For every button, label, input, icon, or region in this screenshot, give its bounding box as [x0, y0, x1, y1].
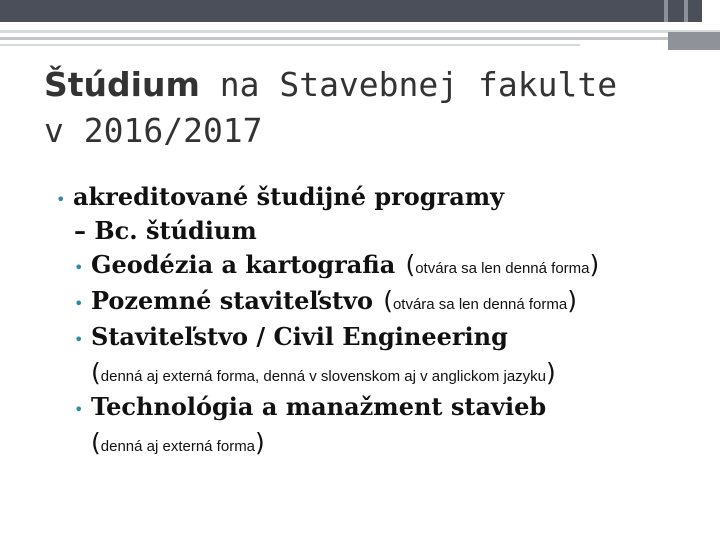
title-bold-word: Štúdium: [44, 65, 200, 104]
program-note: otvára sa len denná forma: [415, 260, 590, 277]
bullet-icon: •: [74, 400, 84, 419]
main-bullet-text: akreditované študijné programy: [73, 182, 505, 211]
header-line: [0, 44, 580, 46]
program-note-line: (denná aj externá forma, denná v slovenskom aj v anglickom jazyku): [91, 358, 556, 387]
title-year: v 2016/2017: [44, 111, 263, 150]
program-note: denná aj externá forma: [100, 438, 256, 455]
program-name: Geodézia a kartografia: [91, 250, 396, 279]
slide-title: [44, 62, 684, 154]
program-note: otvára sa len denná forma: [392, 296, 568, 313]
header-line: [0, 30, 720, 33]
program-item: Pozemné staviteľstvo (otvára sa len denná forma): [91, 286, 577, 315]
program-name: Staviteľstvo / Civil Engineering: [91, 322, 508, 351]
program-note: denná aj externá forma, denná v slovenskom aj v anglickom jazyku: [100, 368, 546, 385]
sub-heading: – Bc. štúdium: [74, 216, 257, 245]
header-bar: [0, 0, 702, 22]
bullet-icon: •: [74, 294, 84, 313]
header-corner-block: [668, 32, 720, 50]
bullet-icon: •: [74, 258, 84, 277]
bullet-icon: •: [56, 190, 66, 209]
header-line: [0, 37, 668, 40]
header-stripe: [684, 0, 688, 22]
program-note-line: (denná aj externá forma): [91, 428, 265, 457]
top-decorative-band: [0, 0, 720, 54]
title-rest: na Stavebnej fakulte: [199, 65, 618, 104]
program-name: Pozemné staviteľstvo: [91, 286, 374, 315]
header-stripe: [664, 0, 668, 22]
program-item: Geodézia a kartografia (otvára sa len denná forma): [91, 250, 600, 279]
program-name: Technológia a manažment stavieb: [91, 392, 547, 421]
bullet-icon: •: [74, 330, 84, 349]
